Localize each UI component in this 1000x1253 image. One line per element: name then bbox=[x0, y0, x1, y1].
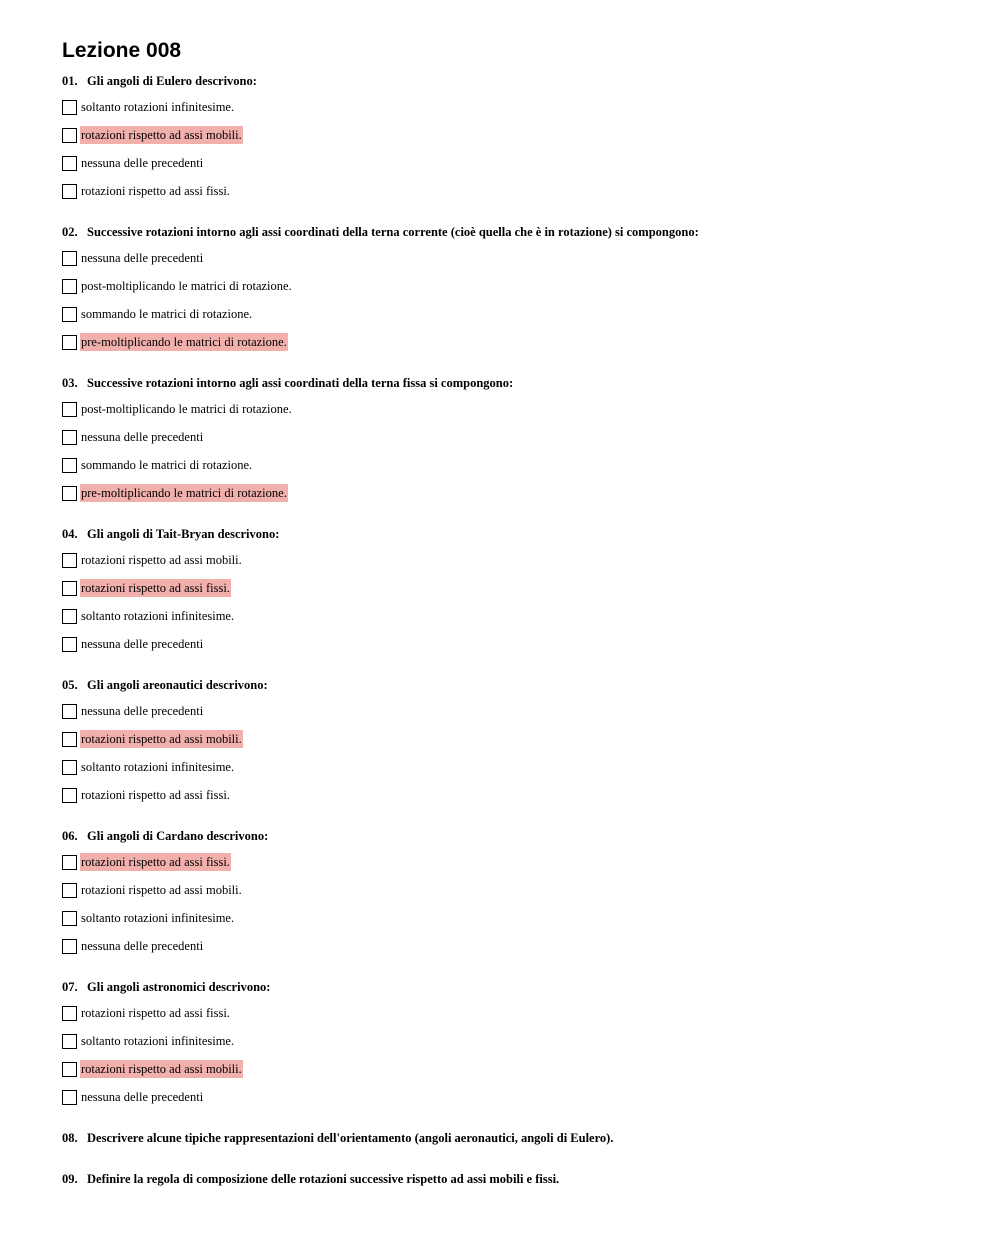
answer-option[interactable] bbox=[62, 126, 243, 144]
answer-text: post-moltiplicando le matrici di rotazione. bbox=[81, 402, 292, 416]
question-number: 02. bbox=[62, 225, 78, 239]
answer-text: post-moltiplicando le matrici di rotazione. bbox=[81, 279, 292, 293]
answer-option[interactable] bbox=[62, 305, 253, 323]
answer-text-highlighted: rotazioni rispetto ad assi mobili. bbox=[81, 128, 242, 142]
question-6 bbox=[62, 828, 268, 844]
question-text: Successive rotazioni intorno agli assi coordinati della terna corrente (cioè quella che è in rotazione) si compongono: bbox=[87, 225, 699, 239]
answer-text: nessuna delle precedenti bbox=[81, 430, 204, 444]
question-number: 04. bbox=[62, 527, 78, 541]
answer-text-highlighted: rotazioni rispetto ad assi fissi. bbox=[81, 581, 230, 595]
answer-checkbox[interactable] bbox=[62, 279, 77, 294]
answer-checkbox[interactable] bbox=[62, 486, 77, 501]
question-text: Gli angoli di Eulero descrivono: bbox=[87, 74, 257, 88]
answer-text: sommando le matrici di rotazione. bbox=[81, 307, 253, 321]
answer-checkbox[interactable] bbox=[62, 581, 77, 596]
answer-checkbox[interactable] bbox=[62, 128, 77, 143]
question-text: Gli angoli areonautici descrivono: bbox=[87, 678, 268, 692]
answer-text: soltanto rotazioni infinitesime. bbox=[81, 911, 235, 925]
answer-text: soltanto rotazioni infinitesime. bbox=[81, 1034, 235, 1048]
answer-option[interactable] bbox=[62, 909, 235, 927]
question-2 bbox=[62, 224, 699, 240]
answer-option[interactable] bbox=[62, 853, 231, 871]
question-number: 03. bbox=[62, 376, 78, 390]
answer-option[interactable] bbox=[62, 400, 293, 418]
answer-checkbox[interactable] bbox=[62, 760, 77, 775]
answer-text-highlighted: rotazioni rispetto ad assi fissi. bbox=[81, 855, 230, 869]
answer-option[interactable] bbox=[62, 1060, 243, 1078]
answer-option[interactable] bbox=[62, 635, 204, 653]
question-7 bbox=[62, 979, 270, 995]
answer-option[interactable] bbox=[62, 484, 288, 502]
answer-checkbox[interactable] bbox=[62, 458, 77, 473]
question-8 bbox=[62, 1130, 613, 1146]
answer-text: nessuna delle precedenti bbox=[81, 1090, 204, 1104]
answer-text-highlighted: rotazioni rispetto ad assi mobili. bbox=[81, 732, 242, 746]
question-5 bbox=[62, 677, 268, 693]
answer-text-highlighted: pre-moltiplicando le matrici di rotazione. bbox=[81, 335, 287, 349]
answer-checkbox[interactable] bbox=[62, 788, 77, 803]
answer-option[interactable] bbox=[62, 551, 243, 569]
question-text: Definire la regola di composizione delle rotazioni successive rispetto ad assi mobili e fissi. bbox=[87, 1172, 560, 1186]
question-4 bbox=[62, 526, 279, 542]
answer-checkbox[interactable] bbox=[62, 855, 77, 870]
answer-option[interactable] bbox=[62, 758, 235, 776]
answer-checkbox[interactable] bbox=[62, 307, 77, 322]
question-9 bbox=[62, 1171, 559, 1187]
question-number: 09. bbox=[62, 1172, 78, 1186]
question-number: 08. bbox=[62, 1131, 78, 1145]
question-text: Gli angoli di Tait-Bryan descrivono: bbox=[87, 527, 280, 541]
answer-checkbox[interactable] bbox=[62, 732, 77, 747]
answer-text: rotazioni rispetto ad assi mobili. bbox=[81, 883, 242, 897]
answer-option[interactable] bbox=[62, 249, 204, 267]
answer-option[interactable] bbox=[62, 881, 243, 899]
answer-checkbox[interactable] bbox=[62, 883, 77, 898]
answer-checkbox[interactable] bbox=[62, 939, 77, 954]
answer-checkbox[interactable] bbox=[62, 609, 77, 624]
question-number: 06. bbox=[62, 829, 78, 843]
answer-checkbox[interactable] bbox=[62, 1090, 77, 1105]
answer-option[interactable] bbox=[62, 182, 231, 200]
answer-checkbox[interactable] bbox=[62, 637, 77, 652]
answer-option[interactable] bbox=[62, 1032, 235, 1050]
answer-option[interactable] bbox=[62, 1004, 231, 1022]
answer-checkbox[interactable] bbox=[62, 911, 77, 926]
answer-checkbox[interactable] bbox=[62, 100, 77, 115]
answer-option[interactable] bbox=[62, 730, 243, 748]
answer-option[interactable] bbox=[62, 607, 235, 625]
answer-text: nessuna delle precedenti bbox=[81, 156, 204, 170]
answer-text: nessuna delle precedenti bbox=[81, 939, 204, 953]
answer-checkbox[interactable] bbox=[62, 704, 77, 719]
answer-checkbox[interactable] bbox=[62, 402, 77, 417]
answer-option[interactable] bbox=[62, 428, 204, 446]
answer-text: nessuna delle precedenti bbox=[81, 704, 204, 718]
question-text: Gli angoli di Cardano descrivono: bbox=[87, 829, 269, 843]
answer-option[interactable] bbox=[62, 333, 288, 351]
answer-option[interactable] bbox=[62, 277, 293, 295]
answer-text: rotazioni rispetto ad assi fissi. bbox=[81, 184, 230, 198]
answer-text: soltanto rotazioni infinitesime. bbox=[81, 100, 235, 114]
answer-checkbox[interactable] bbox=[62, 184, 77, 199]
answer-checkbox[interactable] bbox=[62, 1006, 77, 1021]
answer-text: nessuna delle precedenti bbox=[81, 637, 204, 651]
answer-text: soltanto rotazioni infinitesime. bbox=[81, 609, 235, 623]
answer-text: soltanto rotazioni infinitesime. bbox=[81, 760, 235, 774]
answer-checkbox[interactable] bbox=[62, 553, 77, 568]
answer-checkbox[interactable] bbox=[62, 335, 77, 350]
answer-checkbox[interactable] bbox=[62, 1034, 77, 1049]
answer-checkbox[interactable] bbox=[62, 1062, 77, 1077]
answer-text: nessuna delle precedenti bbox=[81, 251, 204, 265]
answer-option[interactable] bbox=[62, 98, 235, 116]
question-number: 05. bbox=[62, 678, 78, 692]
question-text: Descrivere alcune tipiche rappresentazioni dell'orientamento (angoli aeronautici, angoli di Eulero). bbox=[87, 1131, 614, 1145]
answer-option[interactable] bbox=[62, 1088, 204, 1106]
page-title: Lezione 008 bbox=[62, 39, 182, 62]
answer-checkbox[interactable] bbox=[62, 430, 77, 445]
answer-text-highlighted: rotazioni rispetto ad assi mobili. bbox=[81, 1062, 242, 1076]
answer-checkbox[interactable] bbox=[62, 156, 77, 171]
question-1 bbox=[62, 73, 257, 89]
answer-option[interactable] bbox=[62, 937, 204, 955]
answer-text: rotazioni rispetto ad assi fissi. bbox=[81, 1006, 230, 1020]
answer-option[interactable] bbox=[62, 702, 204, 720]
answer-option[interactable] bbox=[62, 579, 231, 597]
question-3 bbox=[62, 375, 513, 391]
answer-option[interactable] bbox=[62, 456, 253, 474]
answer-checkbox[interactable] bbox=[62, 251, 77, 266]
answer-text: sommando le matrici di rotazione. bbox=[81, 458, 253, 472]
answer-text: rotazioni rispetto ad assi mobili. bbox=[81, 553, 242, 567]
question-text: Successive rotazioni intorno agli assi coordinati della terna fissa si compongono: bbox=[87, 376, 514, 390]
answer-text: rotazioni rispetto ad assi fissi. bbox=[81, 788, 230, 802]
answer-option[interactable] bbox=[62, 786, 231, 804]
answer-text-highlighted: pre-moltiplicando le matrici di rotazione. bbox=[81, 486, 287, 500]
question-text: Gli angoli astronomici descrivono: bbox=[87, 980, 271, 994]
question-number: 07. bbox=[62, 980, 78, 994]
answer-option[interactable] bbox=[62, 154, 204, 172]
question-number: 01. bbox=[62, 74, 78, 88]
